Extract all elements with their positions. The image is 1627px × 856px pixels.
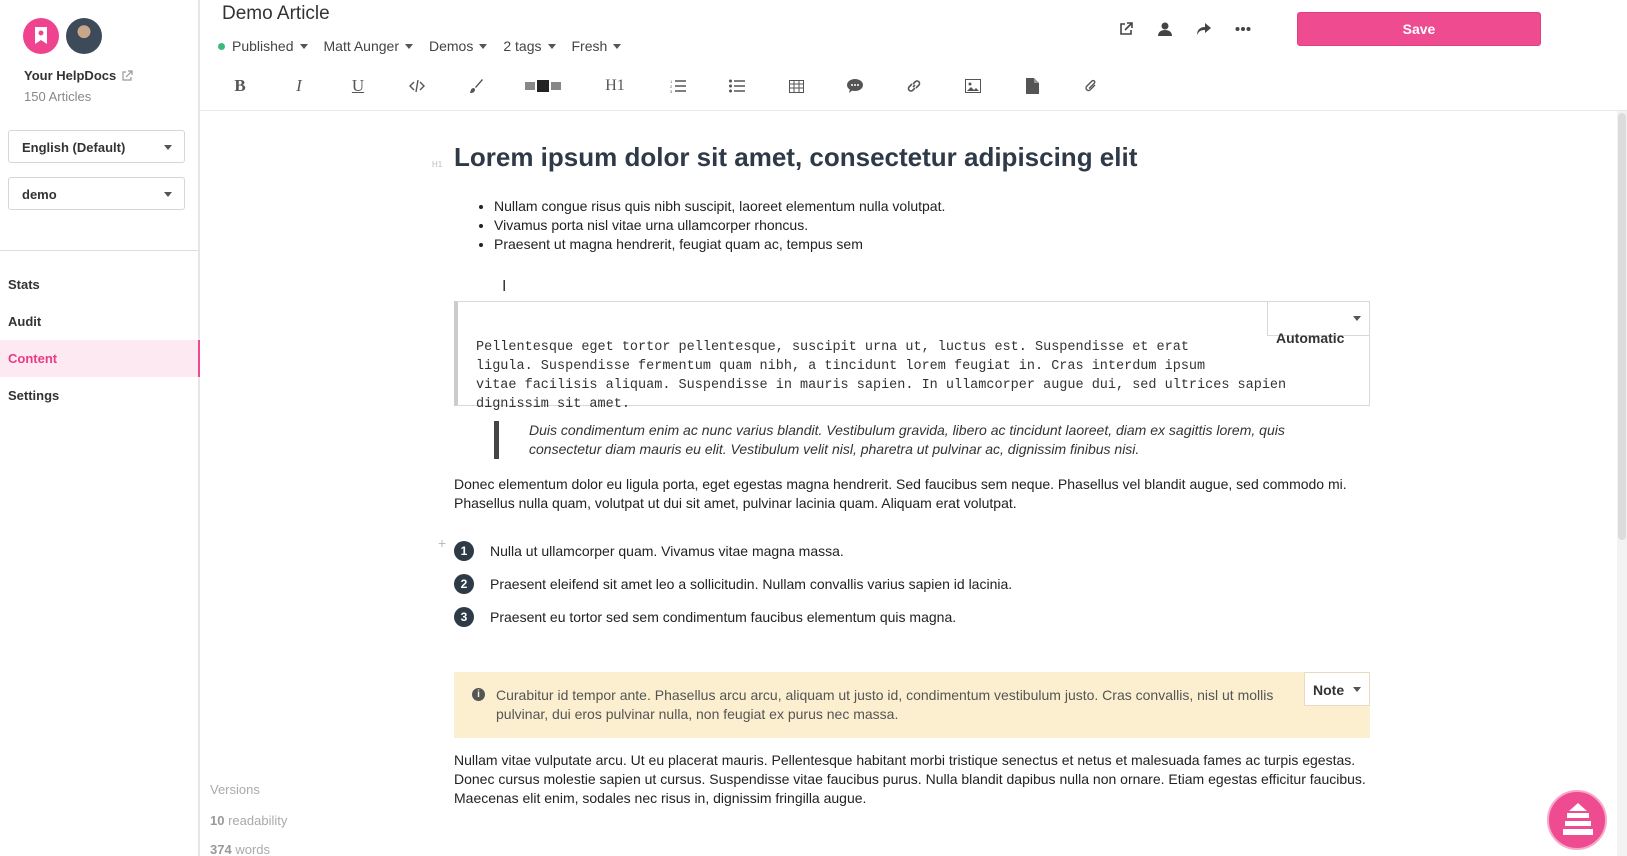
article-title[interactable]: Demo Article bbox=[222, 3, 330, 24]
readability-label: readability bbox=[228, 813, 288, 828]
svg-text:3: 3 bbox=[670, 89, 673, 93]
chevron-down-icon bbox=[548, 44, 556, 49]
image-icon[interactable] bbox=[961, 74, 985, 98]
word-count-label: words bbox=[235, 842, 271, 856]
helpdocs-logo[interactable] bbox=[23, 18, 59, 54]
info-icon: i bbox=[472, 688, 485, 701]
sidebar-item-audit[interactable]: Audit bbox=[8, 314, 42, 329]
attachment-icon[interactable] bbox=[1079, 74, 1103, 98]
readability-value: 10 bbox=[210, 813, 225, 828]
site-name-link[interactable] bbox=[24, 68, 133, 83]
list-item-text[interactable]: Praesent eleifend sit amet leo a sollicitudin. Nullam convallis varius sapien id lacinia. bbox=[490, 575, 1013, 592]
sidebar-item-settings[interactable]: Settings bbox=[8, 388, 60, 403]
freshness-label: Fresh bbox=[571, 38, 608, 54]
text-cursor-icon: I bbox=[502, 278, 507, 295]
sidebar-item-content[interactable]: Content bbox=[0, 340, 200, 377]
more-icon[interactable] bbox=[1233, 19, 1252, 38]
category-select-value: demo bbox=[22, 187, 57, 202]
code-icon[interactable] bbox=[405, 74, 429, 98]
code-block[interactable] bbox=[454, 301, 1370, 412]
note-text[interactable]: Curabitur id tempor ante. Phasellus arcu arcu, aliquam ut justo id, condimentum vestibulum justo. Cras convallis, nisl ut mollis pulvinar, dui eros pulvinar nulla, non feugiat ex purus nec massa. bbox=[496, 687, 1274, 722]
author-dropdown[interactable] bbox=[324, 38, 414, 54]
list-item[interactable]: • Praesent ut magna hendrerit, feugiat quam ac, tempus sem bbox=[494, 235, 945, 254]
chevron-down-icon bbox=[1353, 687, 1361, 692]
chevron-down-icon bbox=[405, 44, 413, 49]
author-label: Matt Aunger bbox=[323, 38, 399, 54]
link-icon[interactable] bbox=[902, 74, 926, 98]
ordered-list[interactable] bbox=[454, 534, 1012, 633]
user-icon[interactable] bbox=[1155, 19, 1174, 38]
file-icon[interactable] bbox=[1020, 74, 1044, 98]
code-language-select[interactable] bbox=[1267, 302, 1369, 346]
versions-link[interactable]: Versions bbox=[210, 782, 260, 797]
article-heading[interactable]: Lorem ipsum dolor sit amet, consectetur adipiscing elit bbox=[454, 142, 1138, 172]
header-actions bbox=[1116, 19, 1252, 38]
note-callout[interactable] bbox=[454, 672, 1370, 738]
chevron-down-icon bbox=[164, 192, 172, 197]
site-name: Your HelpDocs bbox=[24, 68, 117, 83]
chevron-down-icon bbox=[1353, 316, 1361, 321]
list-number: 3 bbox=[454, 607, 474, 627]
toolbar-divider bbox=[200, 110, 1627, 111]
list-number: 2 bbox=[454, 574, 474, 594]
code-language-value: Automatic bbox=[1276, 330, 1345, 346]
status-dropdown[interactable] bbox=[218, 38, 308, 54]
callout-type-value: Note bbox=[1313, 682, 1345, 698]
callout-type-select[interactable] bbox=[1304, 672, 1370, 706]
paragraph[interactable]: Donec elementum dolor eu ligula porta, eget egestas magna hendrerit. Sed faucibus sem neque. Phasellus vel blandit augue, sed commodo mi. Phasellus nulla quam, volutpat ut dui sit amet, pulvinar lacinia quam. Aliquam erat volutpat. bbox=[454, 476, 1347, 511]
language-select-value: English (Default) bbox=[22, 140, 126, 155]
list-item-text[interactable]: Nulla ut ullamcorper quam. Vivamus vitae magna massa. bbox=[490, 542, 844, 559]
word-count-stat bbox=[210, 842, 270, 856]
list-item[interactable] bbox=[454, 534, 1012, 567]
article-count: 150 Articles bbox=[24, 89, 92, 104]
status-label: Published bbox=[232, 38, 294, 54]
chevron-down-icon bbox=[479, 44, 487, 49]
paragraph[interactable]: Nullam vitae vulputate arcu. Ut eu placerat mauris. Pellentesque habitant morbi tristique senectus et netus et malesuada fames ac turpis egestas. Donec cursus molestie sapien ut cursus. Suspendisse vitae faucibus purus. Nulla blandit dapibus nulla non ornare. Etiam egestas efficitur faucibus. Maecenas elit enim, sodales nec risus in, dignissim fringilla augue. bbox=[454, 752, 1366, 806]
code-text[interactable]: Pellentesque eget tortor pellentesque, suscipit urna ut, luctus est. Suspendisse et erat ligula. Suspendisse fermentum quam nibh, a tincidunt lorem feugiat in. Cras interdum ipsum vitae facilisis aliquam. Suspendisse in mauris sapien. In ullamcorper augue dui, sed ultrices sapien dignissim sit amet. bbox=[476, 340, 1287, 412]
chevron-down-icon bbox=[300, 44, 308, 49]
save-button[interactable]: Save bbox=[1297, 12, 1541, 46]
list-item[interactable] bbox=[454, 600, 1012, 633]
toggle-icon[interactable] bbox=[523, 74, 563, 98]
external-link-icon bbox=[121, 70, 133, 82]
list-item[interactable] bbox=[454, 567, 1012, 600]
sidebar-divider bbox=[0, 250, 198, 251]
list-item[interactable]: • Nullam congue risus quis nibh suscipit, laoreet elementum nulla volutpat. bbox=[494, 197, 945, 216]
pagoda-icon bbox=[1562, 802, 1594, 840]
category-label: Demos bbox=[429, 38, 474, 54]
ordered-list-icon[interactable] bbox=[666, 74, 690, 98]
add-block-icon[interactable]: + bbox=[438, 535, 447, 551]
bold-icon[interactable]: B bbox=[234, 76, 246, 95]
blockquote[interactable]: Duis condimentum enim ac nunc varius blandit. Vestibulum gravida, libero ac tincidunt laoreet, diam ex sagittis lorem, quis consectetur diam mauris eu elit. Vestibulum velit nisl, pharetra ut pulvinar ac, dignissim finibus nisi. bbox=[494, 421, 1314, 459]
user-avatar[interactable] bbox=[66, 18, 102, 54]
category-select[interactable] bbox=[8, 177, 185, 210]
list-item-text[interactable]: Praesent eu tortor sed sem condimentum faucibus elementum quis magna. bbox=[490, 608, 957, 625]
underline-icon[interactable]: U bbox=[351, 76, 365, 95]
table-icon[interactable] bbox=[784, 74, 808, 98]
brush-icon[interactable] bbox=[464, 74, 488, 98]
chat-widget-button[interactable] bbox=[1547, 790, 1607, 850]
italic-icon[interactable]: I bbox=[296, 76, 302, 95]
tags-dropdown[interactable] bbox=[503, 38, 555, 54]
readability-stat bbox=[210, 813, 287, 828]
svg-text:2: 2 bbox=[670, 84, 673, 89]
share-icon[interactable] bbox=[1194, 19, 1213, 38]
sidebar bbox=[0, 0, 200, 856]
scrollbar-thumb[interactable] bbox=[1618, 113, 1626, 540]
chevron-down-icon bbox=[613, 44, 621, 49]
sidebar-item-stats[interactable]: Stats bbox=[8, 277, 40, 292]
freshness-dropdown[interactable] bbox=[572, 38, 622, 54]
comment-icon[interactable] bbox=[843, 74, 867, 98]
word-count-value: 374 bbox=[210, 842, 232, 856]
external-link-icon[interactable] bbox=[1116, 19, 1135, 38]
editor-toolbar bbox=[228, 74, 1103, 98]
language-select[interactable] bbox=[8, 130, 185, 163]
article-meta-bar bbox=[218, 38, 621, 54]
unordered-list-icon[interactable] bbox=[725, 74, 749, 98]
list-item[interactable]: • Vivamus porta nisl vitae urna ullamcorper rhoncus. bbox=[494, 216, 945, 235]
heading-icon[interactable]: H1 bbox=[605, 77, 625, 94]
list-number: 1 bbox=[454, 541, 474, 561]
bullet-list[interactable] bbox=[494, 197, 945, 254]
category-dropdown[interactable] bbox=[429, 38, 487, 54]
svg-text:1: 1 bbox=[670, 79, 673, 84]
h1-marker: H1 bbox=[432, 160, 443, 169]
chevron-down-icon bbox=[164, 145, 172, 150]
tags-label: 2 tags bbox=[503, 38, 542, 54]
published-status-dot bbox=[218, 43, 225, 50]
